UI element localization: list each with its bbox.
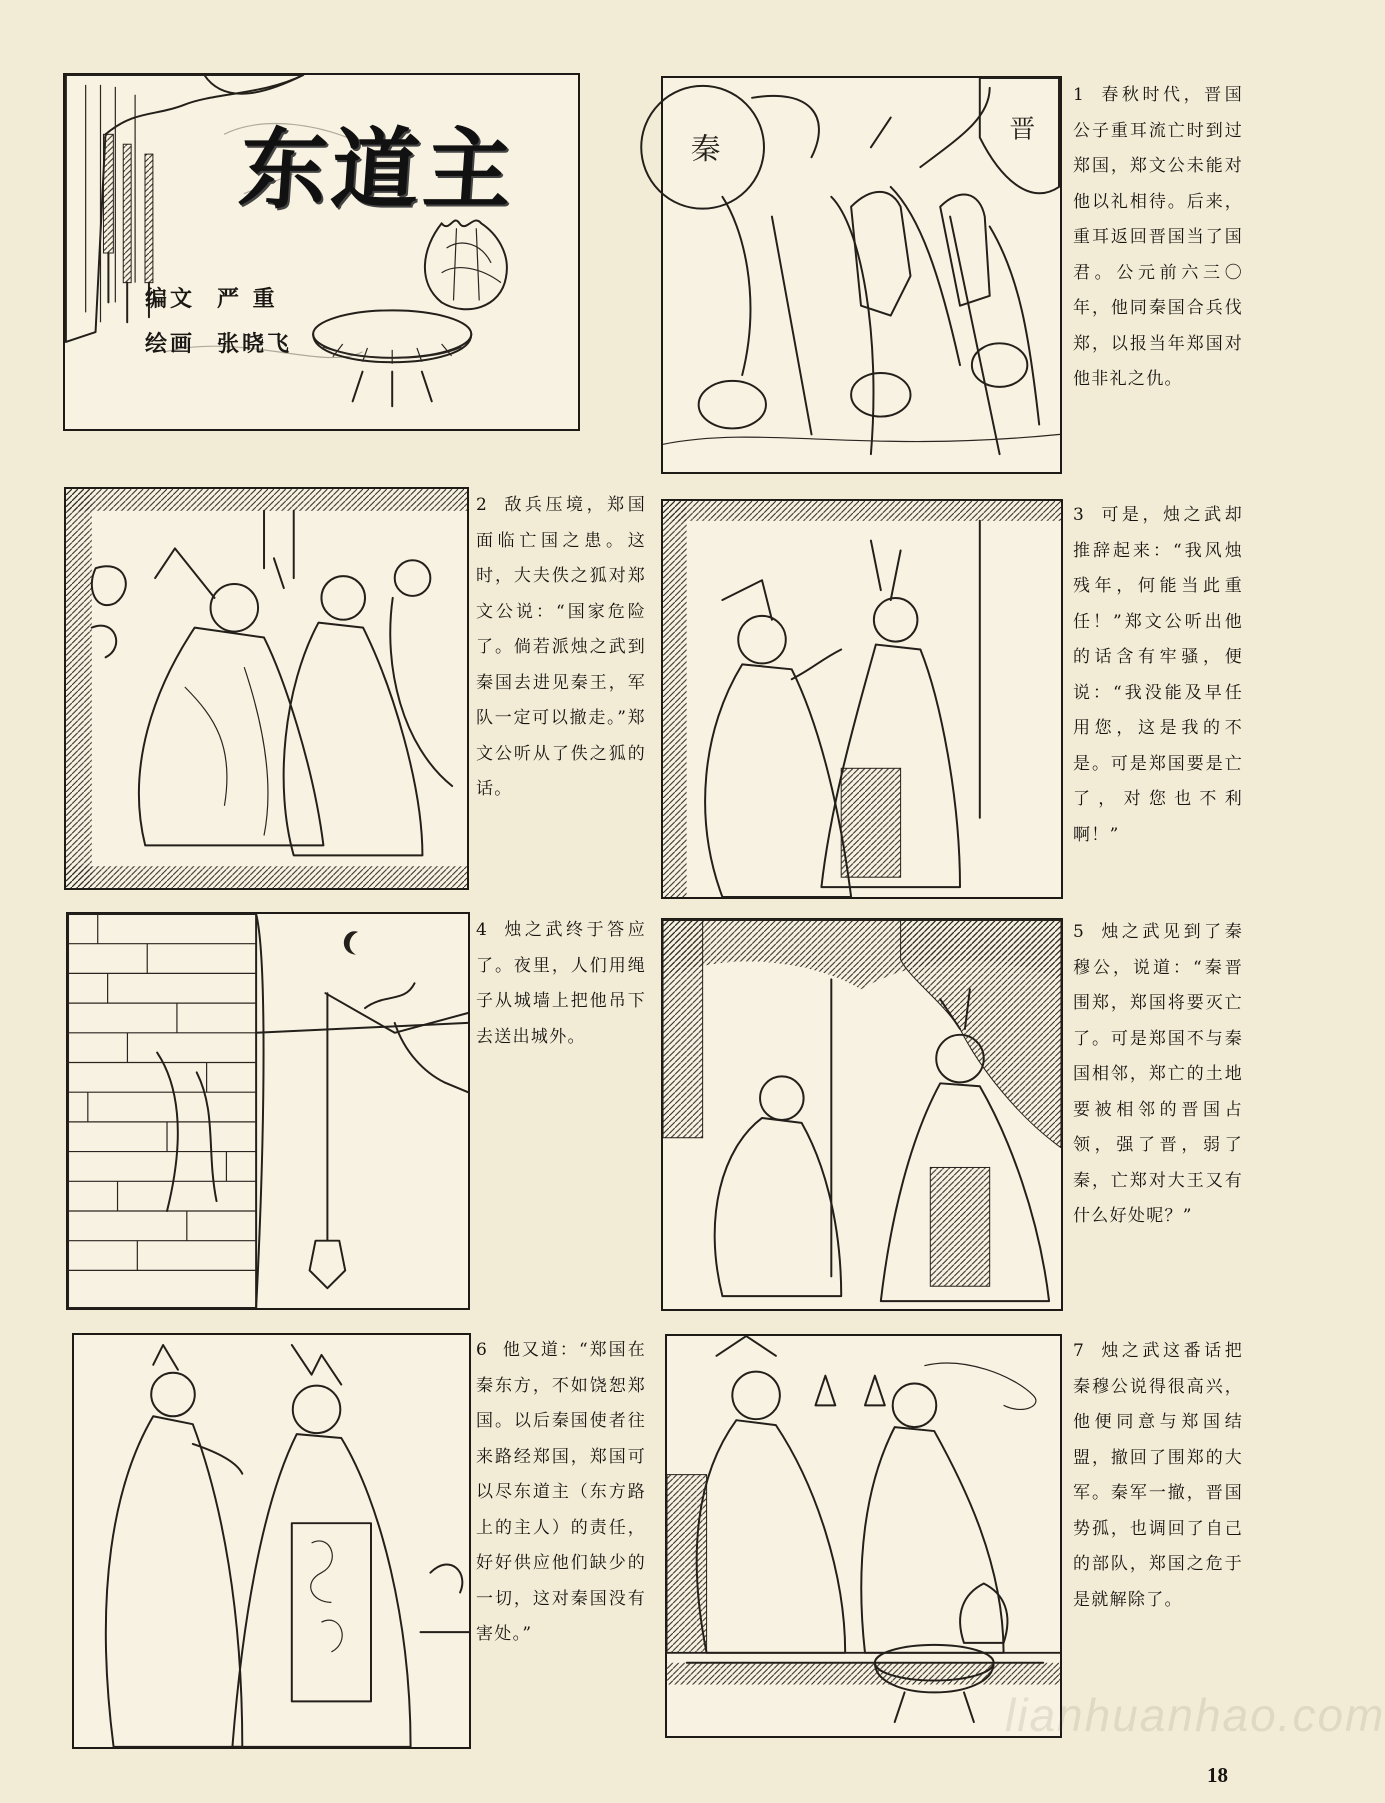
author-credit [145,282,278,313]
panel-5-caption [1073,915,1243,1235]
panel-4-illustration [66,912,470,1310]
page-number: 18 [1207,1763,1228,1787]
audience-scene-drawing [663,920,1061,1301]
panel-3-caption [1073,498,1243,853]
two-figures-drawing [106,1345,469,1747]
city-wall-drawing [68,914,468,1308]
panel-5-illustration [661,918,1063,1311]
author-name: 严 重 [217,287,278,312]
panel-7-illustration [665,1334,1062,1738]
panel-6-number: 6 [476,1340,489,1360]
panel-2-caption [476,488,646,808]
panel-4-caption [476,913,646,1055]
title-heading: 东道主 [235,118,520,221]
rope-basket-drawing [310,993,346,1288]
panel-1-caption [1073,78,1243,398]
panel-6-caption [476,1333,646,1653]
author-label: 编文 [145,287,196,312]
panel-6-text: 他又道：“郑国在秦东方，不如饶恕郑国。以后秦国使者往来路经郑国，郑国可以尽东道主（东方路上的主人）的责任，好好供应他们缺少的一切，这对秦国没有害处。” [476,1340,646,1644]
panel-2-text: 敌兵压境，郑国面临亡国之患。这时，大夫佚之狐对郑文公说：“国家危险了。倘若派烛之武到秦国去进见秦王，军队一定可以撤走。”郑文公听从了佚之狐的话。 [476,495,646,799]
qin-flag-text: 秦 [690,132,721,168]
panel-1-text: 春秋时代，晋国公子重耳流亡时到过郑国，郑文公未能对他以礼相待。后来，重耳返回晋国当了国君。公元前六三〇年，他同秦国合兵伐郑，以报当年郑国对他非礼之仇。 [1073,85,1243,389]
panel-4-number: 4 [476,920,489,940]
panel-3-illustration [661,499,1063,899]
panel-2-illustration [64,487,469,890]
watermark: lianhuanhao.com [1005,1689,1385,1741]
court-scene-drawing [92,548,452,855]
title-panel [63,73,580,431]
panel-5-text: 烛之武见到了秦穆公，说道：“秦晋围郑，郑国将要灭亡了。可是郑国不与秦国相邻，郑亡的土地要被相邻的晋国占领，强了晋，弱了秦，亡郑对大王又有什么好处呢？” [1073,922,1243,1226]
meeting-scene-drawing [705,541,960,897]
alliance-scene-drawing [667,1336,1060,1684]
panel-1-illustration [661,76,1062,474]
panel-3-number: 3 [1073,505,1086,525]
jin-flag-text: 晋 [1009,114,1036,145]
cavalry-drawing [663,187,1060,454]
illustrator-label: 绘画 [145,332,196,357]
panel-7-number: 7 [1073,1341,1086,1361]
panel-6-illustration [72,1333,471,1749]
panel-5-number: 5 [1073,922,1086,942]
panel-4-text: 烛之武终于答应了。夜里，人们用绳子从城墙上把他吊下去送出城外。 [476,920,646,1047]
panel-7-text: 烛之武这番话把秦穆公说得很高兴，他便同意与郑国结盟，撤回了围郑的大军。秦军一撤，晋国势孤，也调回了自己的部队，郑国之危于是就解除了。 [1073,1341,1243,1610]
panel-1-number: 1 [1073,85,1086,105]
illustrator-credit [145,327,292,358]
panel-7-caption [1073,1334,1243,1618]
panel-2-number: 2 [476,495,489,515]
moon-icon [344,931,358,954]
panel-3-text: 可是，烛之武却推辞起来：“我风烛残年，何能当此重任！”郑文公听出他的话含有牢骚，便说：“我没能及早任用您，这是我的不是。可是郑国要是亡了，对您也不利啊！” [1073,505,1243,845]
illustrator-name: 张晓飞 [217,332,293,357]
bronze-censer-drawing [313,220,507,406]
